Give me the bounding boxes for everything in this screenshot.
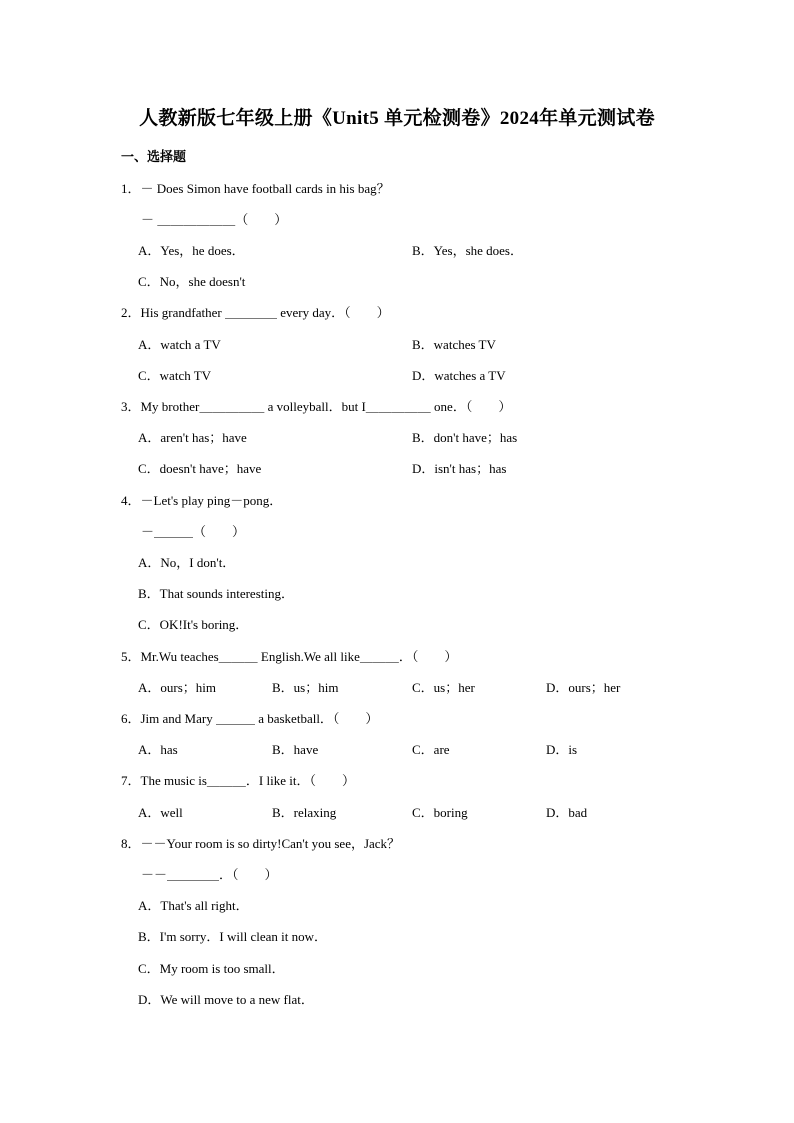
question-5-stem: 5．Mr.Wu teaches＿＿＿ English.We all like＿＿＿．（ ） (121, 649, 458, 664)
question-5-option-c[interactable]: C．us；her (412, 680, 475, 695)
question-1-answer-line: － ＿＿＿＿＿＿（ ） (141, 212, 288, 227)
question-3-option-d[interactable]: D．isn't has；has (412, 461, 507, 476)
question-8-option-c[interactable]: C．My room is too small． (138, 961, 285, 976)
question-6-option-c[interactable]: C．are (412, 742, 450, 757)
question-6-option-d[interactable]: D．is (546, 742, 578, 757)
question-3-option-a[interactable]: A．aren't has；have (138, 430, 247, 445)
question-8-answer-line: －－＿＿＿＿．（ ） (141, 867, 278, 882)
question-6-option-b[interactable]: B．have (272, 742, 319, 757)
question-5-option-d[interactable]: D．ours；her (546, 680, 621, 695)
question-4-option-c[interactable]: C．OK!It's boring． (138, 617, 249, 632)
question-3-option-c[interactable]: C．doesn't have；have (138, 461, 262, 476)
question-7-stem: 7．The music is＿＿＿．I like it．（ ） (121, 773, 355, 788)
question-2-stem: 2．His grandfather ＿＿＿＿ every day．（ ） (121, 305, 390, 320)
question-3-option-b[interactable]: B．don't have；has (412, 430, 518, 445)
question-5-option-b[interactable]: B．us；him (272, 680, 339, 695)
question-8-option-d[interactable]: D．We will move to a new flat． (138, 992, 314, 1007)
question-8-stem: 8．－－Your room is so dirty!Can't you see，Jack？ (121, 836, 401, 851)
question-1-option-b[interactable]: B．Yes，she does． (412, 243, 523, 258)
question-2-option-c[interactable]: C．watch TV (138, 368, 212, 383)
question-4-answer-line: －＿＿＿（ ） (141, 524, 246, 539)
question-7-option-c[interactable]: C．boring (412, 805, 468, 820)
question-3-stem: 3．My brother＿＿＿＿＿ a volleyball．but I＿＿＿＿＿ one．（ ） (121, 399, 512, 414)
question-2-option-a[interactable]: A．watch a TV (138, 337, 221, 352)
section-heading: 一、选择题 (121, 149, 187, 164)
question-1-option-a[interactable]: A．Yes，he does． (138, 243, 245, 258)
question-5-option-a[interactable]: A．ours；him (138, 680, 217, 695)
question-1-stem: 1．－ Does Simon have football cards in his bag？ (121, 181, 390, 196)
question-4-option-b[interactable]: B．That sounds interesting． (138, 586, 294, 601)
question-2-option-b[interactable]: B．watches TV (412, 337, 496, 352)
question-8-option-b[interactable]: B．I'm sorry．I will clean it now． (138, 929, 328, 944)
question-8-option-a[interactable]: A．That's all right． (138, 898, 249, 913)
question-4-stem: 4．－Let's play ping－pong． (121, 493, 283, 508)
question-2-option-d[interactable]: D．watches a TV (412, 368, 506, 383)
question-6-option-a[interactable]: A．has (138, 742, 178, 757)
page-title: 人教新版七年级上册《Unit5 单元检测卷》2024年单元测试卷 (139, 108, 655, 129)
question-7-option-b[interactable]: B．relaxing (272, 805, 337, 820)
question-6-stem: 6．Jim and Mary ＿＿＿ a basketball．（ ） (121, 711, 379, 726)
question-7-option-d[interactable]: D．bad (546, 805, 588, 820)
question-4-option-a[interactable]: A．No，I don't． (138, 555, 236, 570)
question-7-option-a[interactable]: A．well (138, 805, 183, 820)
question-1-option-c[interactable]: C．No，she doesn't (138, 274, 246, 289)
